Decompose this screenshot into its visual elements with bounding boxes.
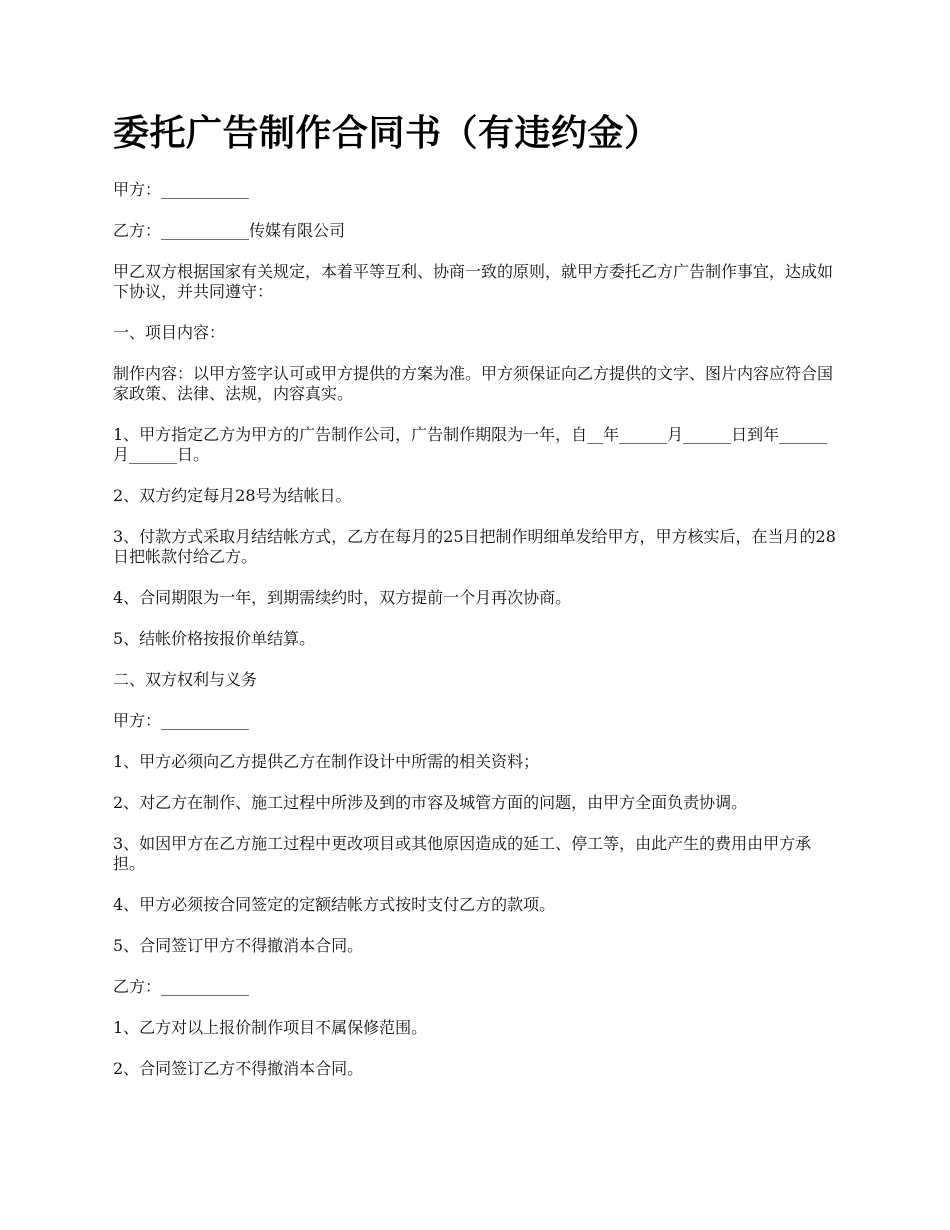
document-page [113, 110, 843, 1100]
party-b-line: 乙方：___________传媒有限公司 [113, 221, 346, 240]
clause-2a-3: 3、如因甲方在乙方施工过程中更改项目或其他原因造成的延工、停工等，由此产生的费用由甲方承担。 [113, 834, 812, 873]
clause-1-4: 4、合同期限为一年，到期需续约时，双方提前一个月再次协商。 [113, 588, 572, 607]
section-heading-rights-obligations: 二、双方权利与义务 [113, 670, 258, 689]
clause-1-3: 3、付款方式采取月结结帐方式，乙方在每月的25日把制作明细单发给甲方，甲方核实后，在当月的28日把帐款付给乙方。 [113, 527, 836, 566]
clause-2a-4: 4、甲方必须按合同签定的定额结帐方式按时支付乙方的款项。 [113, 895, 556, 914]
clause-2a-2: 2、对乙方在制作、施工过程中所涉及到的市容及城管方面的问题，由甲方全面负责协调。 [113, 793, 748, 812]
document-title: 委托广告制作合同书（有违约金） [113, 113, 661, 154]
clause-1-2: 2、双方约定每月28号为结帐日。 [113, 486, 352, 505]
clause-2b-2: 2、合同签订乙方不得撤消本合同。 [113, 1059, 364, 1078]
clause-2a-5: 5、合同签订甲方不得撤消本合同。 [113, 936, 364, 955]
preamble-paragraph: 甲乙双方根据国家有关规定，本着平等互利、协商一致的原则，就甲方委托乙方广告制作事宜，达成如下协议，并共同遵守： [113, 262, 834, 301]
party-a-line: 甲方：___________ [113, 180, 250, 199]
party-a-subheading: 甲方：___________ [113, 711, 250, 730]
clause-1-5: 5、结帐价格按报价单结算。 [113, 629, 316, 648]
clause-2b-1: 1、乙方对以上报价制作项目不属保修范围。 [113, 1018, 428, 1037]
clause-1-1: 1、甲方指定乙方为甲方的广告制作公司，广告制作期限为一年，自__年______月______日到年______月______日。 [113, 425, 828, 464]
section-heading-project-content: 一、项目内容： [113, 323, 226, 342]
party-b-subheading: 乙方：___________ [113, 977, 250, 996]
production-content-paragraph: 制作内容：以甲方签字认可或甲方提供的方案为准。甲方须保证向乙方提供的文字、图片内容应符合国家政策、法律、法规，内容真实。 [113, 364, 834, 403]
clause-2a-1: 1、甲方必须向乙方提供乙方在制作设计中所需的相关资料； [113, 752, 540, 771]
